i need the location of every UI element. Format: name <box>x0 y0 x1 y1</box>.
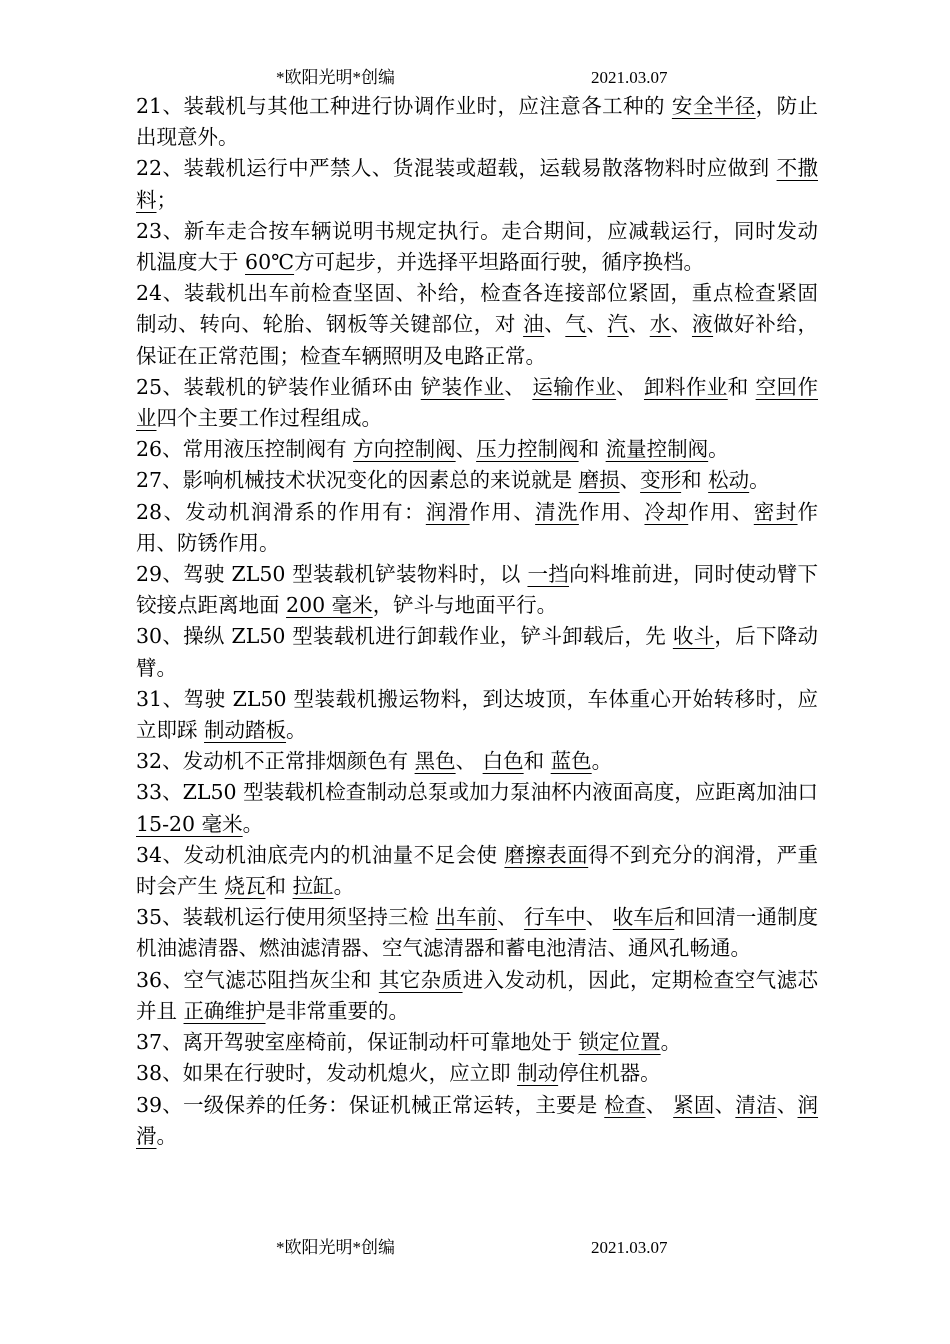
header-author: *欧阳光明*创编 <box>276 68 395 87</box>
question-text: 、 <box>544 312 566 337</box>
question-text: 27、影响机械技术状况变化的因素总的来说就是 <box>136 468 579 493</box>
question-text: 、 <box>616 374 644 399</box>
answer-blank: 变形 <box>640 468 682 493</box>
question-text: 23、新车走合按车辆说明书规定执行。走合期间，应减载运行，同时发动机温度大于 <box>136 218 818 275</box>
question-text: 28、发动机润滑系的作用有： <box>136 499 426 524</box>
answer-blank: 正确维护 <box>183 998 266 1023</box>
answer-blank: 锁定位置 <box>578 1030 661 1055</box>
answer-blank: 60℃ <box>245 250 295 275</box>
header-date: 2021.03.07 <box>591 68 668 87</box>
question-item <box>136 902 818 964</box>
answer-blank: 松动 <box>708 468 750 493</box>
question-text: 。 <box>708 437 729 462</box>
question-text: 、 <box>714 1092 736 1117</box>
question-text: 停住机器。 <box>558 1061 661 1086</box>
question-text: 作用、 <box>688 499 754 524</box>
question-text: 35、装载机运行使用须坚持三检 <box>136 905 436 930</box>
answer-blank: 安全半径 <box>671 94 756 118</box>
answer-blank: 检查 <box>604 1092 646 1117</box>
answer-blank: 不撒料 <box>136 156 818 212</box>
answer-blank: 清洗 <box>535 499 579 524</box>
question-item <box>136 278 818 372</box>
question-text: 22、装载机运行中严禁人、货混装或超载，运载易散落物料时应做到 <box>136 156 777 181</box>
question-text: 方可起步，并选择平坦路面行驶，循序换档。 <box>294 250 705 275</box>
question-text: 作用、 <box>578 499 645 524</box>
question-text: 进入发动机，因此，定期检查空气滤芯并且 <box>136 967 819 1023</box>
answer-blank: 流量控制阀 <box>605 437 709 462</box>
question-item <box>136 91 818 153</box>
question-text: 和 <box>578 437 606 462</box>
answer-blank: 卸料作业 <box>643 374 728 399</box>
question-text: 36、空气滤芯阻挡灰尘和 <box>136 967 379 992</box>
question-text: 、 <box>619 468 641 493</box>
question-text: 四个主要工作过程组成。 <box>156 406 382 431</box>
question-text: ，防止出现意外。 <box>136 94 819 150</box>
question-text: 、 <box>504 374 533 399</box>
question-item <box>136 777 818 839</box>
answer-blank: 紧固 <box>673 1092 715 1117</box>
answer-blank: 清洁 <box>735 1092 777 1117</box>
question-text: 。 <box>749 468 770 493</box>
question-text: 做好补给，保证在正常范围；检查车辆照明及电路正常。 <box>136 312 819 368</box>
question-text: 39、一级保养的任务：保证机械正常运转，主要是 <box>136 1092 605 1117</box>
answer-blank: 润滑 <box>136 1092 819 1148</box>
answer-blank: 收车后 <box>612 905 675 930</box>
answer-blank: 润滑 <box>425 499 470 524</box>
question-text: 和 <box>727 374 756 399</box>
question-text: 和 <box>681 468 709 493</box>
answer-blank: 磨擦表面 <box>504 842 589 867</box>
question-list <box>136 91 818 1152</box>
question-text: 30、操纵 ZL50 型装载机进行卸载作业，铲斗卸载后，先 <box>136 624 673 649</box>
question-text: 、 <box>497 905 525 930</box>
question-text: 31、驾驶 ZL50 型装载机搬运物料，到达坡顶，车体重心开始转移时，应立即踩 <box>136 686 818 743</box>
question-text: 。 <box>286 718 307 743</box>
answer-blank: 密封 <box>753 499 798 524</box>
question-item <box>136 1027 818 1058</box>
question-text: 作用、 <box>469 499 536 524</box>
answer-blank: 收斗 <box>672 624 715 649</box>
answer-blank: 其它杂质 <box>378 967 463 992</box>
page-footer <box>0 1236 950 1260</box>
question-text: 、 <box>455 437 477 462</box>
question-text: 、 <box>585 905 613 930</box>
question-item <box>136 465 818 496</box>
question-text: 。 <box>156 1123 177 1148</box>
question-text: 作用、防锈作用。 <box>136 499 819 555</box>
answer-blank: 蓝色 <box>550 749 592 774</box>
answer-blank: 行车中 <box>524 905 586 930</box>
question-item <box>136 965 818 1027</box>
question-text: 24、装载机出车前检查坚固、补给，检查各连接部位紧固，重点检查紧固制动、转向、轮胎、钢板等关键部位，对 <box>136 281 818 337</box>
question-text: 和回清一通制度机油滤清器、燃油滤清器、空气滤清器和蓄电池清洁、通风孔畅通。 <box>136 905 819 961</box>
question-text: 、 <box>776 1092 798 1117</box>
question-text: 26、常用液压控制阀有 <box>136 437 354 462</box>
question-item <box>136 216 818 278</box>
question-text: 37、离开驾驶室座椅前，保证制动杆可靠地处于 <box>136 1030 579 1055</box>
question-text: 和 <box>265 874 293 899</box>
answer-blank: 拉缸 <box>292 874 334 899</box>
question-text: 是非常重要的。 <box>265 998 410 1023</box>
answer-blank: 15-20 毫米 <box>136 811 243 836</box>
question-item <box>136 559 818 621</box>
question-text: 。 <box>242 811 264 836</box>
answer-blank: 液 <box>691 312 714 337</box>
answer-blank: 压力控制阀 <box>476 437 579 462</box>
answer-blank: 运输作业 <box>532 374 617 399</box>
answer-blank: 一挡 <box>527 562 570 587</box>
answer-blank: 烧瓦 <box>224 874 266 899</box>
question-text: 。 <box>591 749 613 774</box>
question-text: 向料堆前进，同时使动臂下铰接点距离地面 <box>136 562 819 618</box>
question-item <box>136 1090 818 1152</box>
answer-blank: 白色 <box>482 749 524 774</box>
question-text: ，后下降动臂。 <box>136 624 819 680</box>
question-item <box>136 684 818 746</box>
answer-blank: 黑色 <box>414 749 456 774</box>
question-text: 32、发动机不正常排烟颜色有 <box>136 749 415 774</box>
answer-blank: 气 <box>565 312 587 337</box>
question-text: ，铲斗与地面平行。 <box>372 593 558 618</box>
question-text: 34、发动机油底壳内的机油量不足会使 <box>136 842 505 867</box>
question-item <box>136 746 818 777</box>
answer-blank: 铲装作业 <box>420 374 505 399</box>
answer-blank: 制动 <box>517 1061 559 1086</box>
question-text: 33、ZL50 型装载机检查制动总泵或加力泵油杯内液面高度，应距离加油口 <box>136 780 818 805</box>
question-text: 和 <box>523 749 551 774</box>
answer-blank: 出车前 <box>435 905 498 930</box>
question-item <box>136 621 818 683</box>
question-text: 、 <box>645 1092 674 1117</box>
question-item <box>136 840 818 902</box>
question-text: 25、装载机的铲装作业循环由 <box>136 374 421 399</box>
answer-blank: 方向控制阀 <box>353 437 456 462</box>
answer-blank: 冷却 <box>644 499 689 524</box>
question-text: 得不到充分的润滑，严重时会产生 <box>136 842 819 899</box>
answer-blank: 磨损 <box>578 468 620 493</box>
question-item <box>136 497 818 559</box>
answer-blank: 油 <box>523 312 545 337</box>
question-text: 21、装载机与其他工种进行协调作业时，应注意各工种的 <box>136 94 672 118</box>
footer-date: 2021.03.07 <box>591 1238 668 1257</box>
answer-blank: 水 <box>649 312 671 337</box>
question-text: ； <box>156 187 177 212</box>
answer-blank: 200 毫米 <box>286 593 373 618</box>
question-item <box>136 1058 818 1089</box>
footer-author: *欧阳光明*创编 <box>276 1238 395 1257</box>
page-header <box>0 66 950 90</box>
question-text: 。 <box>660 1030 682 1055</box>
question-item <box>136 372 818 434</box>
answer-blank: 空回作业 <box>136 374 818 431</box>
question-text: 38、如果在行驶时，发动机熄火，应立即 <box>136 1061 518 1086</box>
question-item <box>136 153 818 215</box>
answer-blank: 汽 <box>607 312 629 337</box>
question-text: 29、驾驶 ZL50 型装载机铲装物料时，以 <box>136 562 528 587</box>
question-item <box>136 434 818 465</box>
question-text: 、 <box>628 312 650 337</box>
question-text: 、 <box>455 749 483 774</box>
question-text: 。 <box>333 874 355 899</box>
question-text: 、 <box>670 312 692 337</box>
answer-blank: 制动踏板 <box>204 718 287 743</box>
question-text: 、 <box>586 312 608 337</box>
